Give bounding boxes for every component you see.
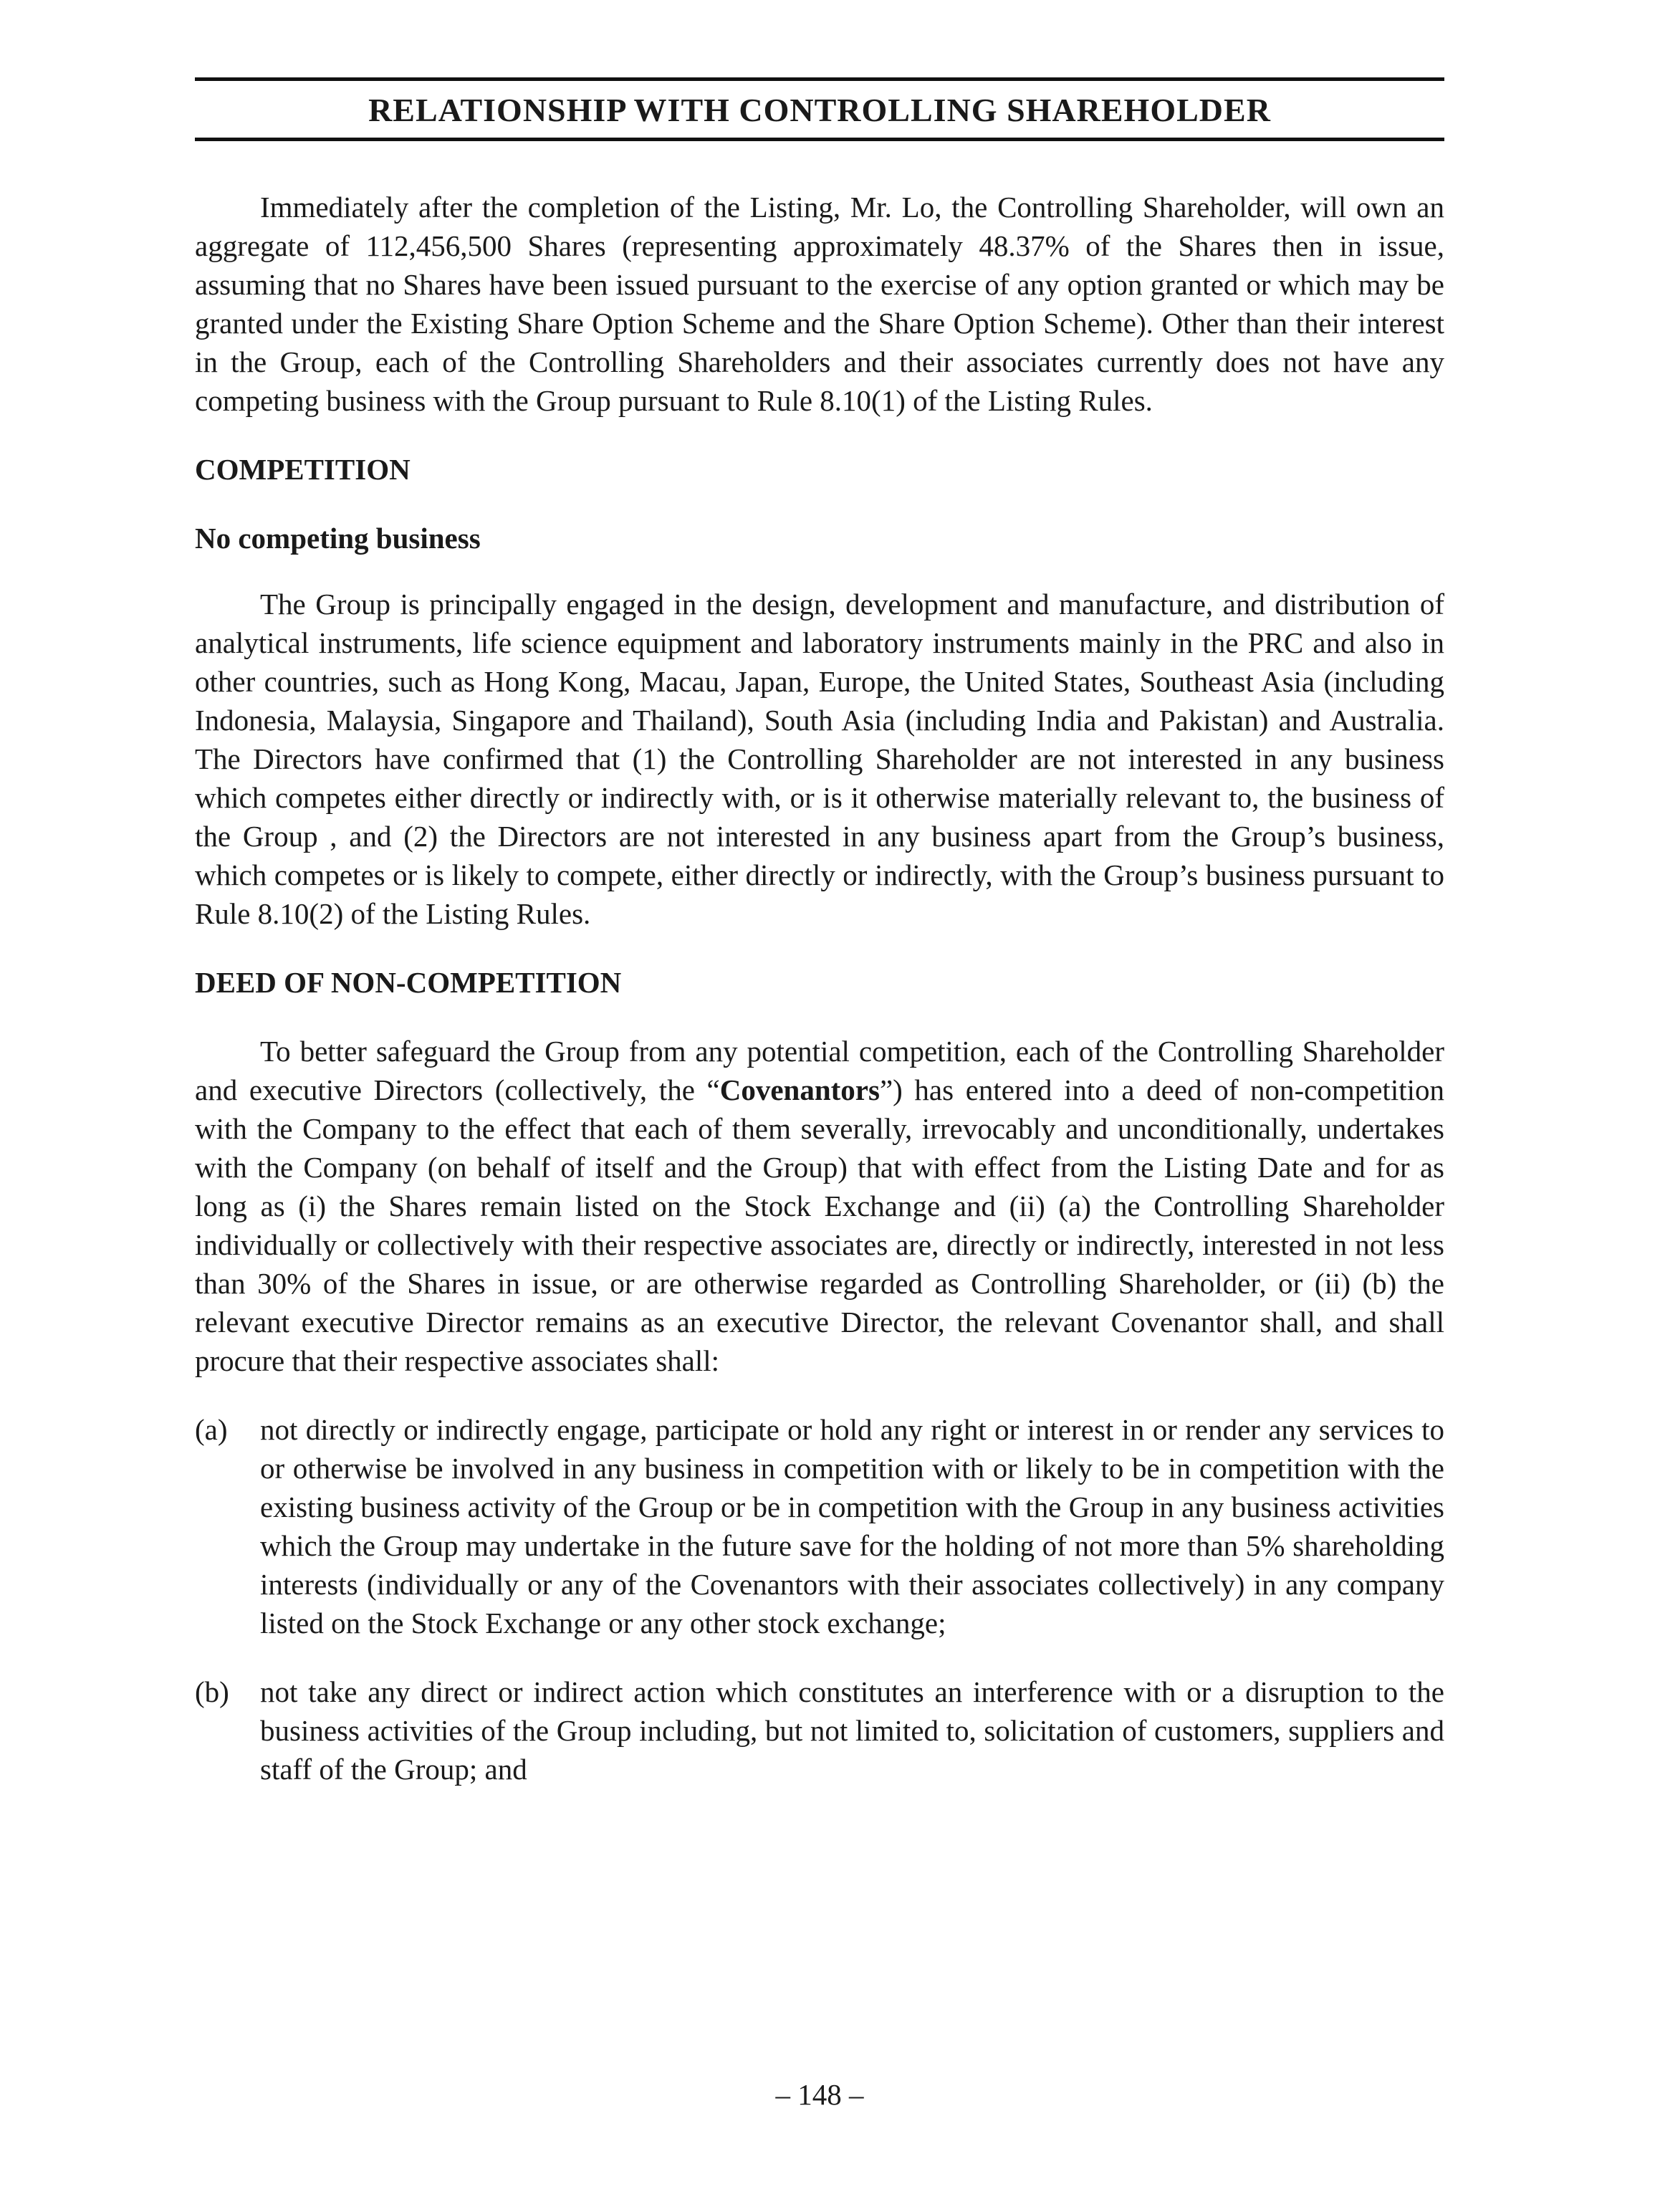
list-item-text: not take any direct or indirect action which constitutes an interference with or a disruption to the business activities of the Group including, but not limited to, solicitation of customers, suppliers and staff of the Group; and xyxy=(260,1675,1444,1786)
list-item-b xyxy=(195,1672,1444,1789)
list-item-text: not directly or indirectly engage, participate or hold any right or interest in or render any services to or otherwise be involved in any business in competition with or likely to be in competition with the existing business activity of the Group or be in competition with the Group in any business activities which the Group may undertake in the future save for the holding of not more than 5% shareholding interests (individually or any of the Covenantors with their associates collectively) in any company listed on the Stock Exchange or any other stock exchange; xyxy=(260,1413,1444,1639)
deed-paragraph-text-before: To better safeguard the Group from any potential competition, each of the Controlling Shareholder and executive Directors (collectively, the “ xyxy=(195,1035,1444,1106)
list-item-a xyxy=(195,1410,1444,1642)
defined-term-covenantors: Covenantors xyxy=(719,1073,880,1106)
list-item-label: (a) xyxy=(195,1413,228,1446)
header-top-rule xyxy=(195,77,1444,81)
competition-heading: COMPETITION xyxy=(195,453,411,486)
document-page xyxy=(195,0,1444,2212)
page-body xyxy=(195,188,1444,1789)
header-bottom-rule xyxy=(195,138,1444,141)
deed-paragraph xyxy=(195,1032,1444,1380)
deed-paragraph-text-after: ”) has entered into a deed of non-competition with the Company to the effect that each of them severally, irrevocably and unconditionally, undertakes with the Company (on behalf of itself and the Group) that with effect from the Listing Date and for as long as (i) the Shares remain listed on the Stock Exchange and (ii) (a) the Controlling Shareholder individually or collectively with their respective associates are, directly or indirectly, interested in not less than 30% of the Shares in issue, or are otherwise regarded as Controlling Shareholder, or (ii) (b) the relevant executive Director remains as an executive Director, the relevant Covenantor shall, and shall procure that their respective associates shall: xyxy=(195,1073,1444,1377)
running-header-title: RELATIONSHIP WITH CONTROLLING SHAREHOLDER xyxy=(368,92,1271,128)
deed-heading: DEED OF NON-COMPETITION xyxy=(195,966,622,999)
no-competing-business-subheading: No competing business xyxy=(195,522,481,555)
intro-paragraph: Immediately after the completion of the Listing, Mr. Lo, the Controlling Shareholder, will own an aggregate of 112,456,500 Shares (representing approximately 48.37% of the Shares then in issue, assuming that no Shares have been issued pursuant to the exercise of any option granted or which may be granted under the Existing Share Option Scheme and the Share Option Scheme). Other than their interest in the Group, each of the Controlling Shareholders and their associates currently does not have any competing business with the Group pursuant to Rule 8.10(1) of the Listing Rules. xyxy=(195,191,1444,417)
list-item-label: (b) xyxy=(195,1675,229,1708)
competition-paragraph: The Group is principally engaged in the design, development and manufacture, and distribution of analytical instruments, life science equipment and laboratory instruments mainly in the PRC and also in other countries, such as Hong Kong, Macau, Japan, Europe, the United States, Southeast Asia (including Indonesia, Malaysia, Singapore and Thailand), South Asia (including India and Pakistan) and Australia. The Directors have confirmed that (1) the Controlling Shareholder are not interested in any business which competes either directly or indirectly with, or is it otherwise materially relevant to, the business of the Group , and (2) the Directors are not interested in any business apart from the Group’s business, which competes or is likely to compete, either directly or indirectly, with the Group’s business pursuant to Rule 8.10(2) of the Listing Rules. xyxy=(195,588,1444,930)
page-number: – 148 – xyxy=(775,2078,864,2111)
